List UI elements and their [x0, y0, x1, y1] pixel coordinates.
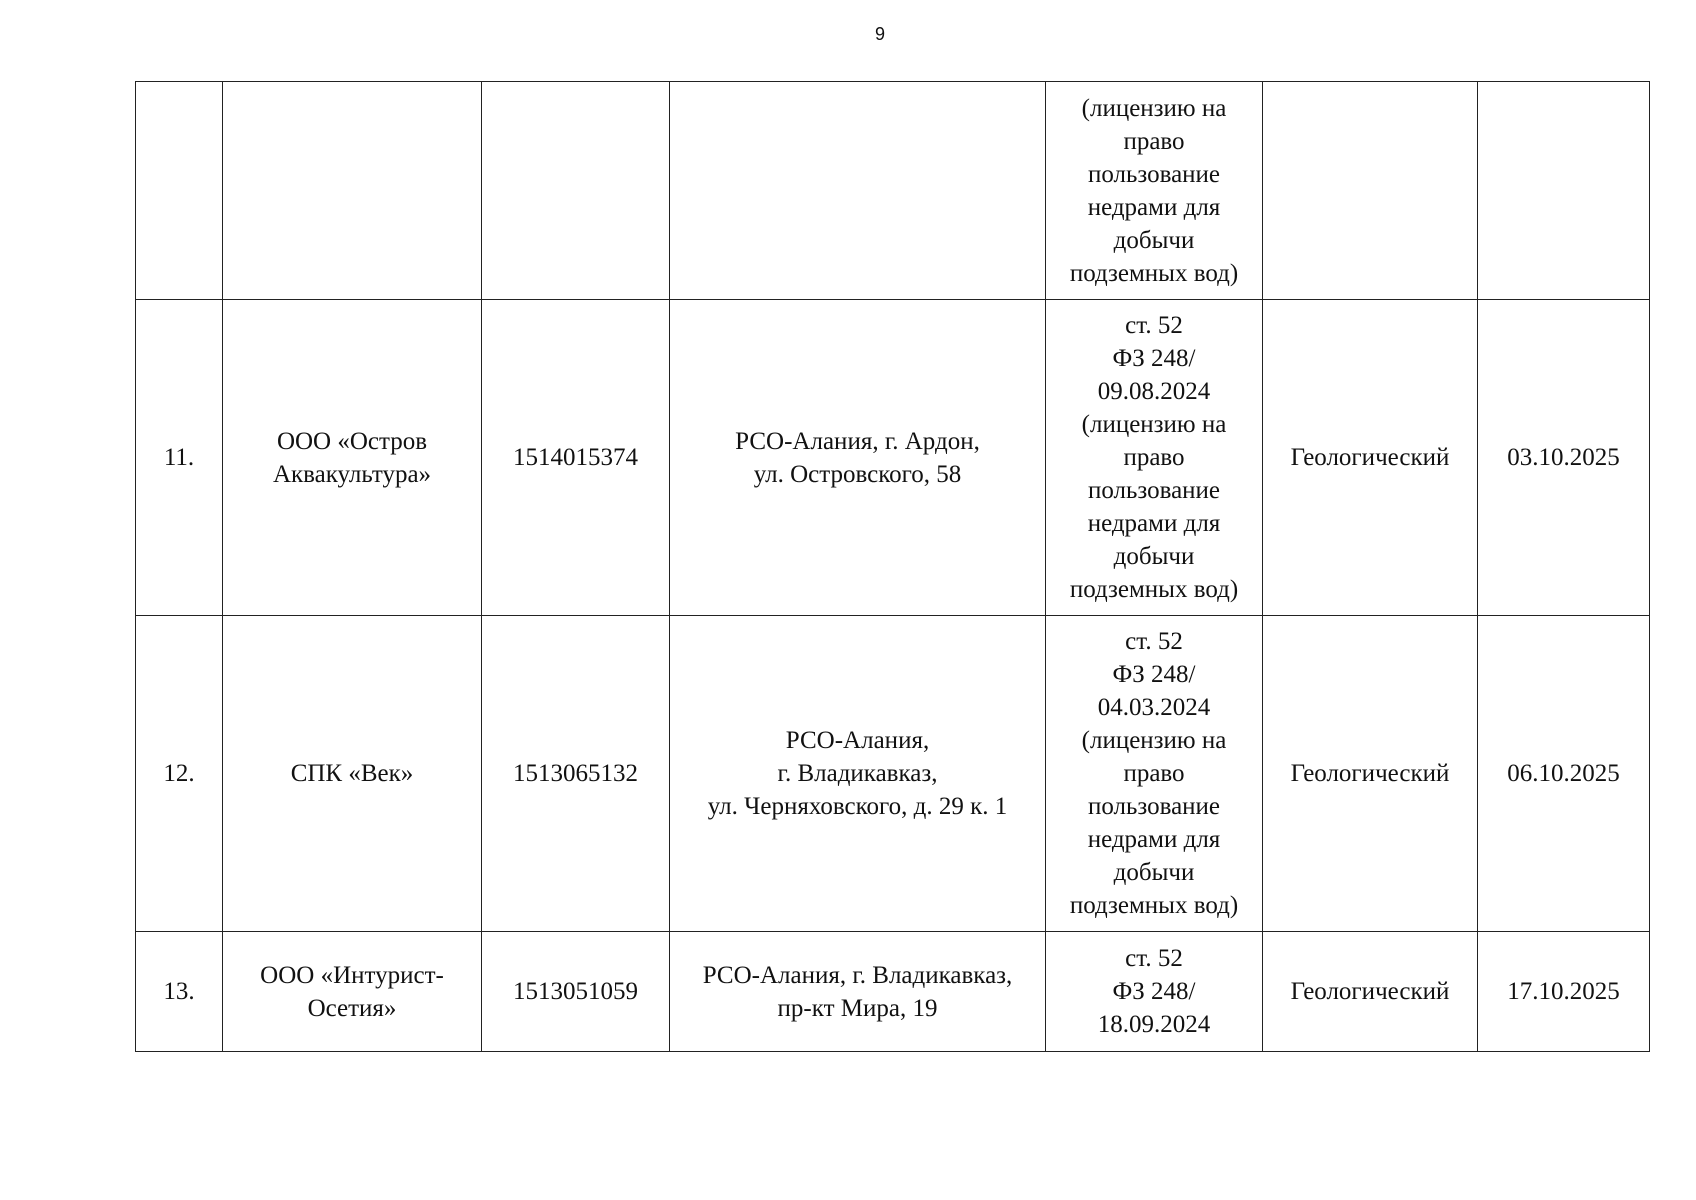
date-cell: 06.10.2025: [1478, 616, 1650, 932]
address-cell: РСО-Алания, г. Владикавказ, ул. Черняховского, д. 29 к. 1: [670, 616, 1046, 932]
address-cell: [670, 82, 1046, 300]
control-type-cell: Геологический: [1263, 300, 1478, 616]
legal-basis-cell: ст. 52 ФЗ 248/ 04.03.2024 (лицензию на право пользование недрами для добычи подземных вод): [1046, 616, 1263, 932]
organization-name-cell: СПК «Век»: [223, 616, 482, 932]
control-type-cell: [1263, 82, 1478, 300]
row-number-cell: 12.: [136, 616, 223, 932]
table-row: [136, 300, 1650, 616]
address-cell: РСО-Алания, г. Ардон, ул. Островского, 58: [670, 300, 1046, 616]
table-row: [136, 616, 1650, 932]
legal-basis-cell: ст. 52 ФЗ 248/ 09.08.2024 (лицензию на право пользование недрами для добычи подземных вод): [1046, 300, 1263, 616]
registry-table: [135, 81, 1650, 1052]
date-cell: 03.10.2025: [1478, 300, 1650, 616]
organization-name-cell: [223, 82, 482, 300]
row-number-cell: [136, 82, 223, 300]
legal-basis-cell: ст. 52 ФЗ 248/ 18.09.2024: [1046, 932, 1263, 1052]
date-cell: [1478, 82, 1650, 300]
inn-cell: 1513051059: [482, 932, 670, 1052]
row-number-cell: 13.: [136, 932, 223, 1052]
legal-basis-cell: (лицензию на право пользование недрами для добычи подземных вод): [1046, 82, 1263, 300]
inn-cell: 1513065132: [482, 616, 670, 932]
control-type-cell: Геологический: [1263, 932, 1478, 1052]
organization-name-cell: ООО «Остров Аквакультура»: [223, 300, 482, 616]
inn-cell: [482, 82, 670, 300]
address-cell: РСО-Алания, г. Владикавказ, пр-кт Мира, 19: [670, 932, 1046, 1052]
page-number: 9: [874, 24, 885, 44]
date-cell: 17.10.2025: [1478, 932, 1650, 1052]
organization-name-cell: ООО «Интурист- Осетия»: [223, 932, 482, 1052]
control-type-cell: Геологический: [1263, 616, 1478, 932]
table-row: [136, 932, 1650, 1052]
inn-cell: 1514015374: [482, 300, 670, 616]
table-row: [136, 82, 1650, 300]
row-number-cell: 11.: [136, 300, 223, 616]
